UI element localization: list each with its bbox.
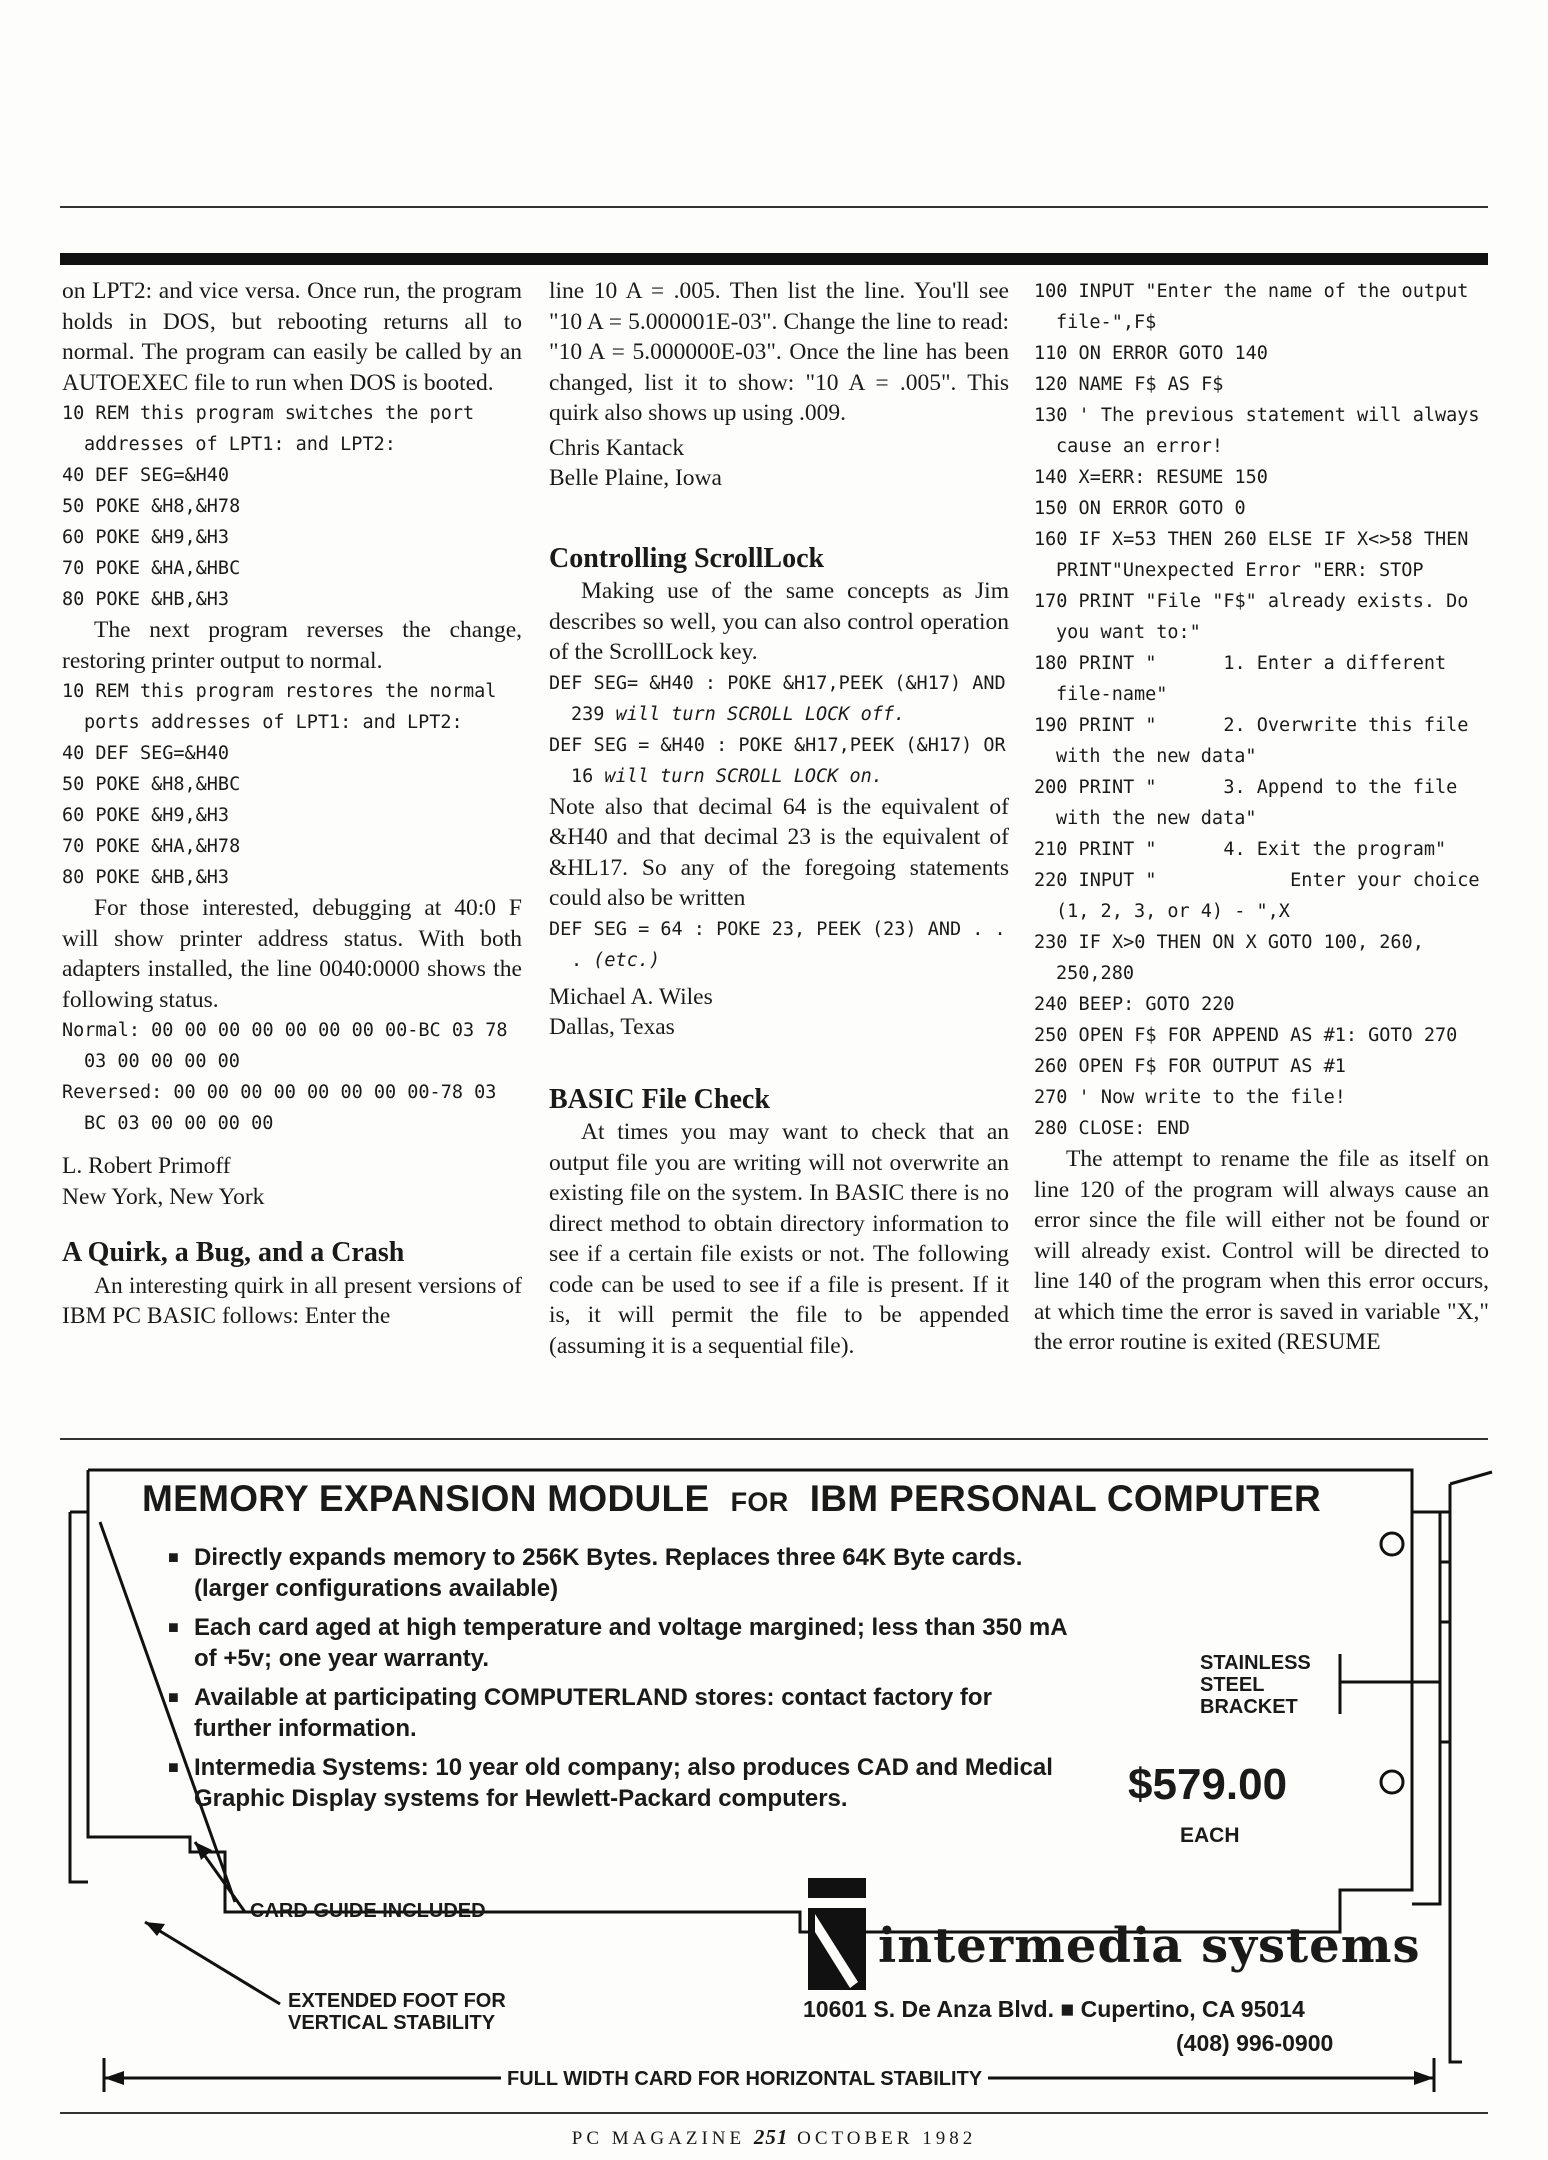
bottom-rule: [60, 2112, 1488, 2114]
code-line: Reversed: 00 00 00 00 00 00 00 00-78 03 BC 03 00 00 00 00: [62, 1082, 508, 1134]
code-block: [549, 668, 1017, 792]
paragraph: Making use of the same concepts as Jim describes so well, you can also control operation of the ScrollLock key.: [549, 578, 1009, 665]
signature-name: Michael A. Wiles: [549, 983, 713, 1010]
code-line: 170 PRINT "File "F$" already exists. Do you want to:": [1034, 591, 1480, 643]
code-block: [1034, 276, 1489, 1144]
heading-scrolllock: Controlling ScrollLock: [549, 542, 825, 574]
code-line: DEF SEG= &H40 : POKE &H17,PEEK (&H17) AND 239 will turn SCROLL LOCK off.: [549, 672, 1017, 725]
brand-logo-text: intermedia systems: [878, 1918, 1421, 1974]
code-line: 130 ' The previous statement will always cause an error!: [1034, 405, 1491, 457]
advertisement: [0, 1442, 1548, 2092]
code-line: 40 DEF SEG=&H40: [62, 743, 230, 764]
column-3: [1034, 276, 1489, 1358]
signature-name: Chris Kantack: [549, 434, 685, 461]
paragraph: The attempt to rename the file as itself on line 120 of the program will always cause an error since the file will either not be found or will already exist. Control will be directed to line 140 of the program when this error occurs, at which time the error is saved in variable "X," the error routine is exited (RESUME: [1034, 1146, 1489, 1355]
company-address: 10601 S. De Anza Blvd. ■ Cupertino, CA 95014: [803, 1996, 1305, 2022]
code-line: 60 POKE &H9,&H3: [62, 805, 230, 826]
code-line: 200 PRINT " 3. Append to the file with the new data": [1034, 777, 1469, 829]
bracket-label: STAINLESS STEEL BRACKET: [1200, 1652, 1311, 1718]
top-bar: [60, 253, 1488, 265]
column-2: [549, 276, 1017, 1361]
signature-place: New York, New York: [62, 1183, 265, 1210]
full-width-label: FULL WIDTH CARD FOR HORIZONTAL STABILITY: [501, 2068, 988, 2091]
extended-foot-label: EXTENDED FOOT FOR VERTICAL STABILITY: [288, 1990, 506, 2034]
code-line: 80 POKE &HB,&H3: [62, 867, 230, 888]
code-line: 280 CLOSE: END: [1034, 1118, 1190, 1139]
code-line: 250 OPEN F$ FOR APPEND AS #1: GOTO 270: [1034, 1025, 1458, 1046]
code-line: 220 INPUT " Enter your choice (1, 2, 3, or 4) - ",X: [1034, 870, 1491, 922]
signature-place: Belle Plaine, Iowa: [549, 465, 722, 491]
code-line: 210 PRINT " 4. Exit the program": [1034, 839, 1447, 860]
code-line: 100 INPUT "Enter the name of the output file-",F$: [1034, 281, 1480, 333]
price: $579.00: [1128, 1760, 1288, 1809]
code-line: 260 OPEN F$ FOR OUTPUT AS #1: [1034, 1056, 1346, 1077]
paragraph: An interesting quirk in all present versions of IBM PC BASIC follows: Enter the: [62, 1272, 522, 1329]
code-line: 160 IF X=53 THEN 260 ELSE IF X<>58 THEN PRINT"Unexpected Error "ERR: STOP: [1034, 529, 1480, 581]
code-block: [62, 1015, 522, 1139]
code-line: 50 POKE &H8,&H78: [62, 496, 241, 517]
feature-item: ■ Directly expands memory to 256K Bytes. Replaces three 64K Byte cards. (larger configurations available): [194, 1542, 1074, 1604]
company-phone: (408) 996-0900: [1176, 2030, 1334, 2056]
code-line: 80 POKE &HB,&H3: [62, 589, 230, 610]
column-1: [62, 276, 522, 1332]
signature-place: Dallas, Texas: [549, 1014, 675, 1040]
code-line: 270 ' Now write to the file!: [1034, 1087, 1346, 1108]
heading-quirk: A Quirk, a Bug, and a Crash: [62, 1237, 405, 1268]
feature-list: [194, 1542, 1074, 1822]
code-line: 40 DEF SEG=&H40: [62, 465, 230, 486]
code-line: 70 POKE &HA,&H78: [62, 836, 241, 857]
code-line: 10 REM this program switches the port addresses of LPT1: and LPT2:: [62, 403, 486, 455]
code-line: 240 BEEP: GOTO 220: [1034, 994, 1235, 1015]
feature-item: ■ Intermedia Systems: 10 year old company; also produces CAD and Medical Graphic Display systems for Hewlett-Packard computers.: [194, 1752, 1074, 1814]
ad-top-rule: [60, 1438, 1488, 1440]
code-line: Normal: 00 00 00 00 00 00 00 00-BC 03 78 03 00 00 00 00: [62, 1020, 519, 1072]
feature-item: ■ Available at participating COMPUTERLAND stores: contact factory for further information.: [194, 1682, 1074, 1744]
code-line: 10 REM this program restores the normal ports addresses of LPT1: and LPT2:: [62, 681, 508, 733]
paragraph: At times you may want to check that an output file you are writing will not overwrite an existing file on the system. In BASIC there is no direct method to obtain directory information to see if a certain file exists or not. The following code can be used to see if a file is present. If it is, it will permit the file to be appended (assuming it is a sequential file).: [549, 1119, 1009, 1359]
code-line: 110 ON ERROR GOTO 140: [1034, 343, 1268, 364]
code-line: 70 POKE &HA,&HBC: [62, 558, 241, 579]
ad-title: MEMORY EXPANSION MODULE FOR IBM PERSONAL COMPUTER: [142, 1478, 1321, 1519]
heading-basic-file-check: BASIC File Check: [549, 1083, 770, 1115]
code-line: 190 PRINT " 2. Overwrite this file with the new data": [1034, 715, 1480, 767]
paragraph: The next program reverses the change, restoring printer output to normal.: [62, 617, 522, 674]
price-unit: EACH: [1180, 1824, 1240, 1847]
page-footer: PC MAGAZINE 251 OCTOBER 1982: [571, 2125, 977, 2149]
paragraph: line 10 A = .005. Then list the line. You'll see "10 A = 5.000001E-03". Change the line to read: "10 A = 5.000000E-03". Once the line has been changed, list it to show: "10 A = .005". This quirk also shows up using .009.: [549, 278, 1009, 426]
code-line: 120 NAME F$ AS F$: [1034, 374, 1224, 395]
card-guide-label: CARD GUIDE INCLUDED: [250, 1900, 486, 1922]
code-block: [62, 398, 522, 615]
code-line: 150 ON ERROR GOTO 0: [1034, 498, 1246, 519]
code-line: DEF SEG = &H40 : POKE &H17,PEEK (&H17) OR 16 will turn SCROLL LOCK on.: [549, 734, 1017, 787]
code-line: 140 X=ERR: RESUME 150: [1034, 467, 1268, 488]
code-line: 180 PRINT " 1. Enter a different file-name": [1034, 653, 1458, 705]
code-line: 60 POKE &H9,&H3: [62, 527, 230, 548]
paragraph: on LPT2: and vice versa. Once run, the program holds in DOS, but rebooting returns all to normal. The program can easily be called by an AUTOEXEC file to run when DOS is booted.: [62, 278, 522, 396]
code-block: [549, 914, 1017, 976]
code-block: [62, 676, 522, 893]
code-line: 50 POKE &H8,&HBC: [62, 774, 241, 795]
code-line: DEF SEG = 64 : POKE 23, PEEK (23) AND . . . (etc.): [549, 918, 1017, 971]
paragraph: For those interested, debugging at 40:0 F will show printer address status. With both adapters installed, the line 0040:0000 shows the following status.: [62, 895, 522, 1013]
feature-item: ■ Each card aged at high temperature and voltage margined; less than 350 mA of +5v; one year warranty.: [194, 1612, 1074, 1674]
paragraph: Note also that decimal 64 is the equivalent of &H40 and that decimal 23 is the equivalent of &HL17. So any of the foregoing statements could also be written: [549, 793, 1009, 911]
code-line: 230 IF X>0 THEN ON X GOTO 100, 260, 250,280: [1034, 932, 1435, 984]
top-rule: [60, 206, 1488, 208]
signature-name: L. Robert Primoff: [62, 1153, 231, 1179]
